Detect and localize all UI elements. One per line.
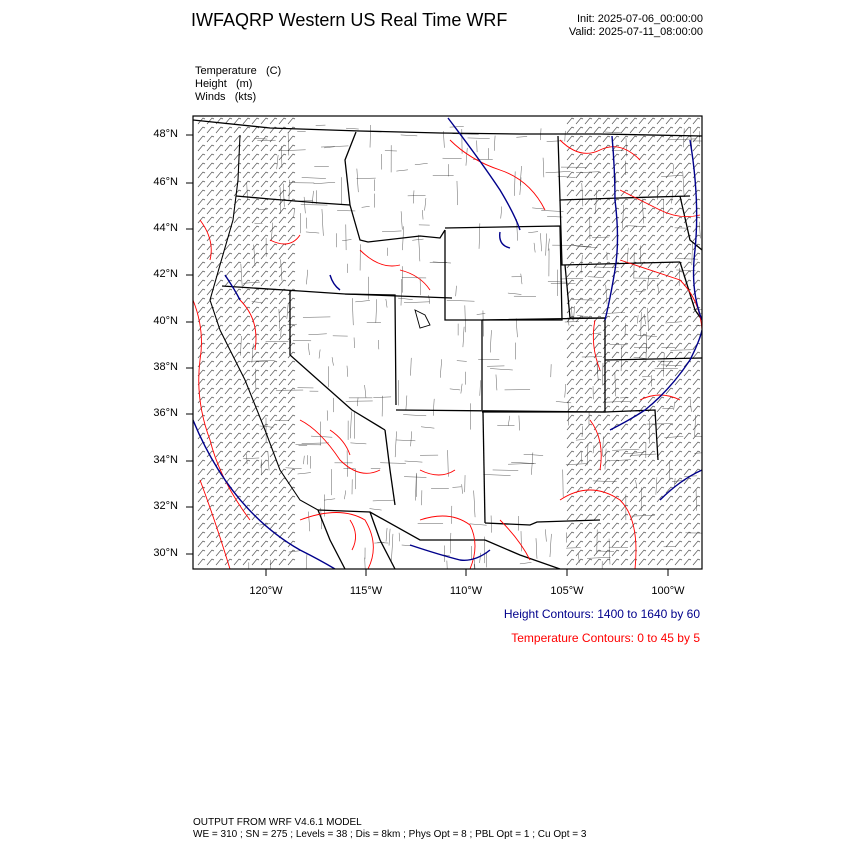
lon-label: 115°W — [349, 585, 383, 597]
temperature-contour-note: Temperature Contours: 0 to 45 by 5 — [511, 631, 700, 645]
model-footer — [193, 817, 586, 841]
init-time: Init: 2025-07-06_00:00:00 — [577, 13, 703, 25]
lat-label: 34°N — [153, 454, 178, 466]
valid-time: Valid: 2025-07-11_08:00:00 — [568, 26, 703, 38]
lat-label: 48°N — [153, 128, 178, 140]
state-boundaries — [193, 120, 702, 569]
variable-winds: Winds (kts) — [195, 91, 257, 103]
lat-label: 38°N — [153, 361, 178, 373]
lat-label: 36°N — [153, 407, 178, 419]
footer-model-line: OUTPUT FROM WRF V4.6.1 MODEL — [193, 817, 362, 828]
temperature-contours — [193, 140, 702, 569]
lat-label: 40°N — [153, 315, 178, 327]
variable-temperature: Temperature (C) — [195, 65, 282, 77]
lat-label: 44°N — [153, 222, 178, 234]
lat-label: 30°N — [153, 547, 178, 559]
map-frame — [193, 116, 702, 569]
lat-label: 42°N — [153, 268, 178, 280]
height-contour-note: Height Contours: 1400 to 1640 by 60 — [503, 607, 700, 621]
map-title: IWFAQRP Western US Real Time WRF — [191, 10, 508, 30]
lat-label: 32°N — [153, 500, 178, 512]
county-boundaries — [240, 125, 716, 588]
footer-config-line: WE = 310 ; SN = 275 ; Levels = 38 ; Dis = 8km ; Phys Opt = 8 ; PBL Opt = 1 ; Cu Opt = 3 — [193, 829, 587, 840]
lat-label: 46°N — [153, 176, 178, 188]
map-content — [193, 118, 717, 588]
lon-label: 110°W — [449, 585, 483, 597]
lon-label: 120°W — [249, 585, 283, 597]
lon-label: 105°W — [550, 585, 584, 597]
lon-label: 100°W — [651, 585, 685, 597]
variable-height: Height (m) — [195, 78, 253, 90]
